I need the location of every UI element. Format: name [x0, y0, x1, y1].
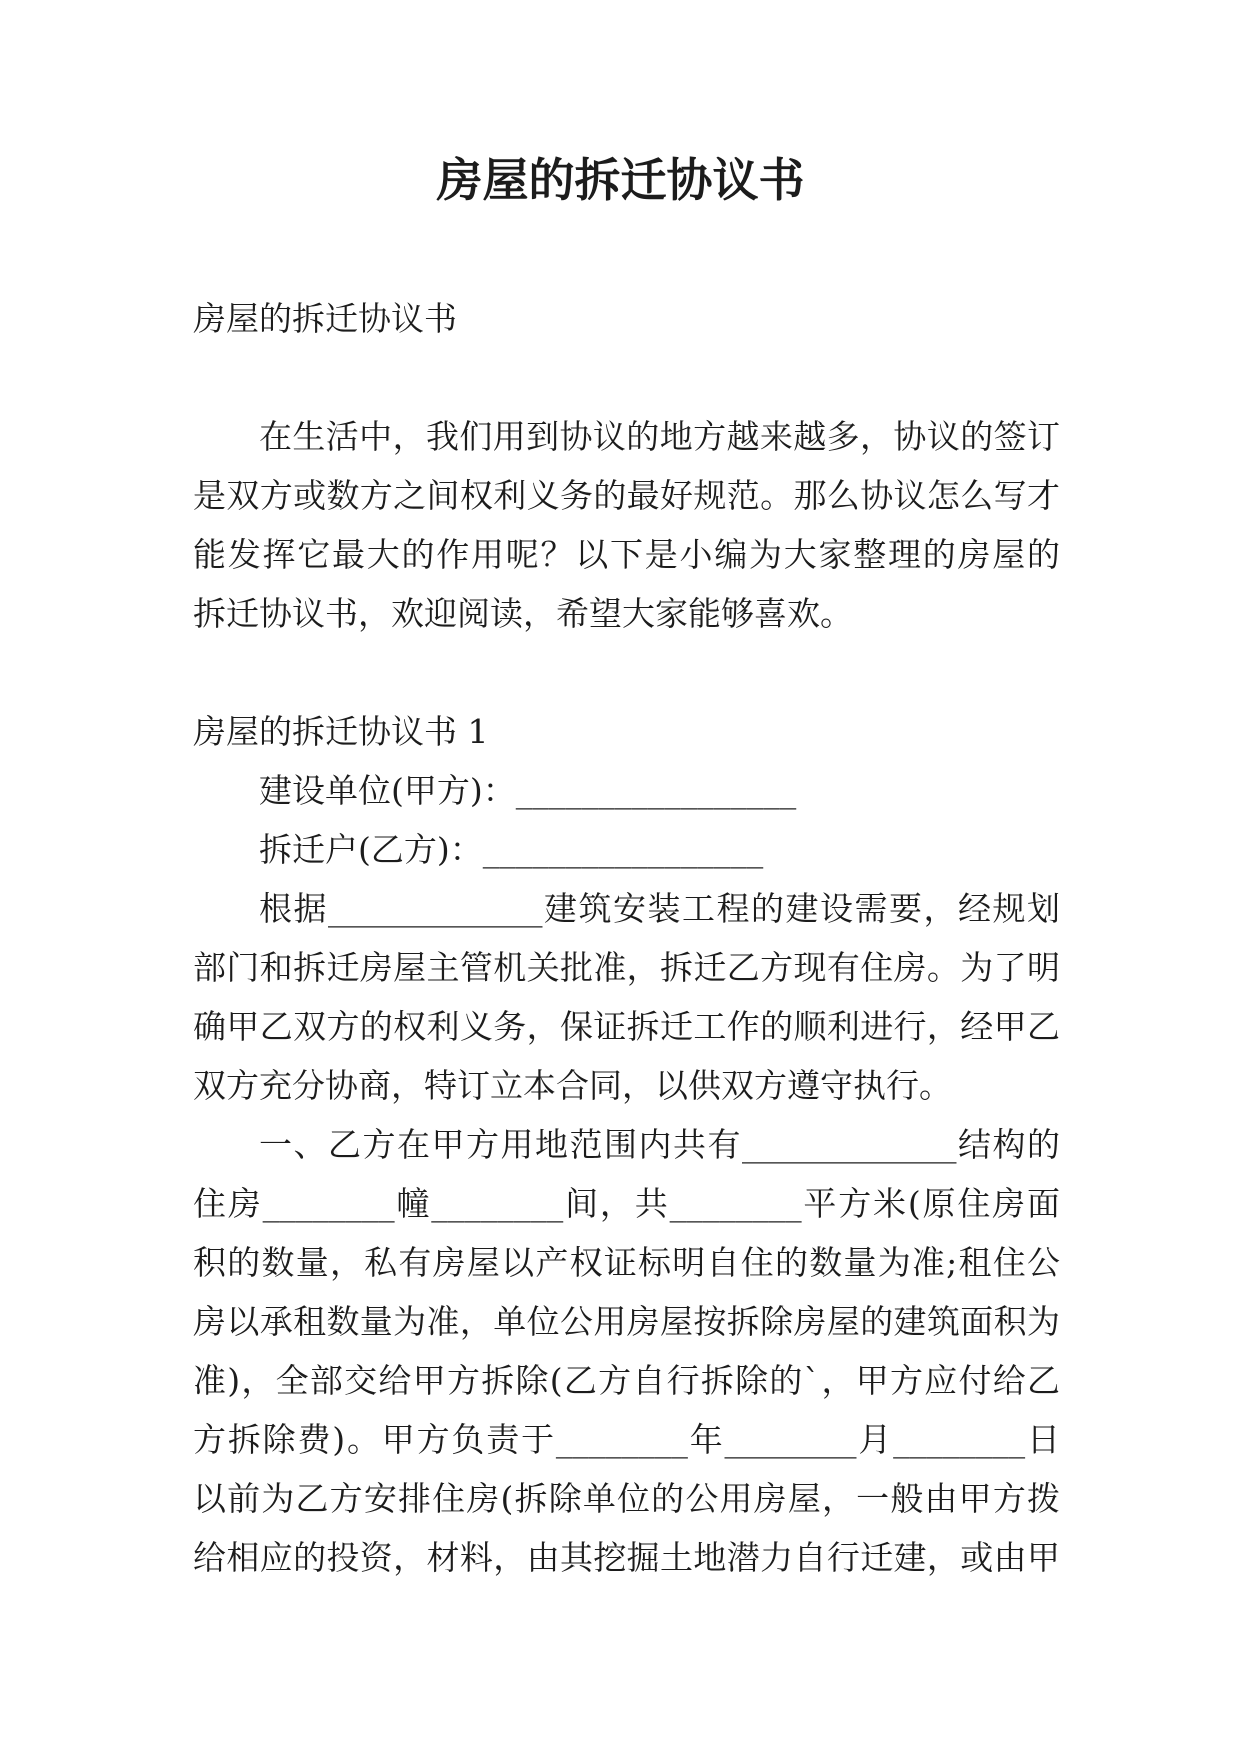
body-text-line: 准)，全部交给甲方拆除(乙方自行拆除的`，甲方应付给乙	[193, 1361, 1060, 1400]
body-text-line: 给相应的投资，材料，由其挖掘土地潜力自行迁建，或由甲	[193, 1538, 1060, 1577]
body-text-line: 积的数量，私有房屋以产权证标明自住的数量为准;租住公	[193, 1243, 1060, 1282]
body-text-line: 以前为乙方安排住房(拆除单位的公用房屋，一般由甲方拨	[193, 1479, 1060, 1518]
document-name-line: 房屋的拆迁协议书	[193, 299, 457, 338]
party-b-field: 拆迁户(乙方)：_________________	[259, 830, 764, 869]
body-text-line: 双方充分协商，特订立本合同，以供双方遵守执行。	[193, 1066, 952, 1105]
body-text-line: 确甲乙双方的权利义务，保证拆迁工作的顺利进行，经甲乙	[193, 1007, 1060, 1046]
paragraph-spacer	[193, 348, 1060, 407]
body-text-line: 方拆除费)。甲方负责于________年________月________日	[193, 1420, 1060, 1459]
section-heading: 房屋的拆迁协议书 1	[193, 712, 489, 751]
clause-1-paragraph	[193, 1115, 1060, 1587]
body-text-line: 部门和拆迁房屋主管机关批准，拆迁乙方现有住房。为了明	[193, 948, 1060, 987]
intro-paragraph	[193, 407, 1060, 643]
body-text-line: 一、乙方在甲方用地范围内共有_____________结构的	[259, 1125, 1060, 1164]
party-a-field: 建设单位(甲方)：_________________	[259, 771, 797, 810]
paragraph-spacer	[193, 643, 1060, 702]
body-text-line: 是双方或数方之间权利义务的最好规范。那么协议怎么写才	[193, 476, 1060, 515]
body-text-line: 在生活中，我们用到协议的地方越来越多，协议的签订	[259, 417, 1060, 456]
document-title: 房屋的拆迁协议书	[436, 153, 805, 207]
basis-paragraph	[193, 879, 1060, 1115]
body-text-line: 拆迁协议书，欢迎阅读，希望大家能够喜欢。	[193, 594, 853, 633]
body-text-line: 房以承租数量为准，单位公用房屋按拆除房屋的建筑面积为	[193, 1302, 1060, 1341]
body-text-line: 根据_____________建筑安装工程的建设需要，经规划	[259, 889, 1060, 928]
body-text-line: 能发挥它最大的作用呢？以下是小编为大家整理的房屋的	[193, 535, 1060, 574]
body-text-line: 住房________幢________间，共________平方米(原住房面	[193, 1184, 1060, 1223]
document-body	[193, 289, 1060, 1587]
